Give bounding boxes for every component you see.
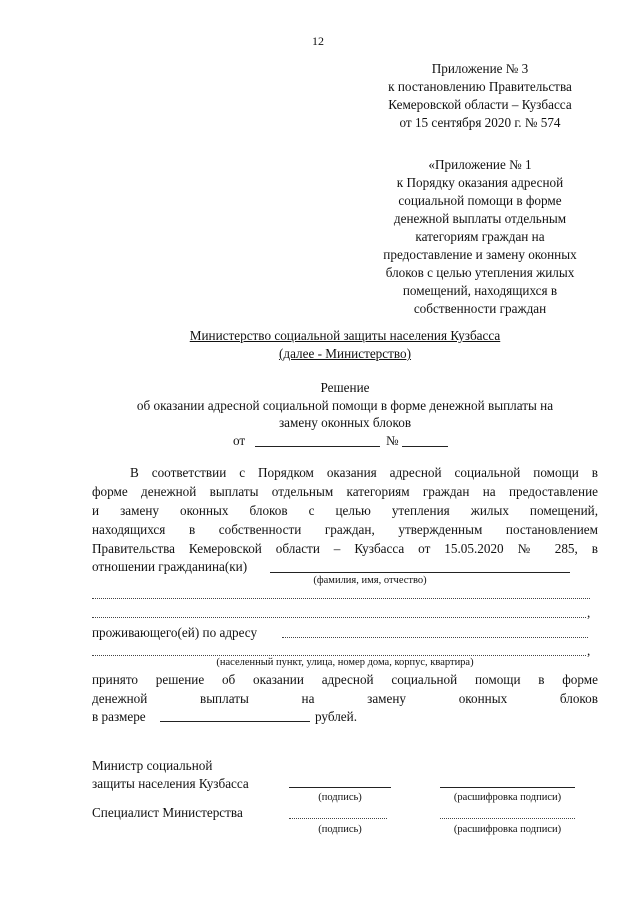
amount-label: в размере — [92, 709, 146, 724]
inner-appendix-line: категориям граждан на — [415, 229, 545, 244]
inner-appendix-line: блоков с целью утепления жилых — [385, 265, 575, 280]
inner-appendix-line: предоставление и замену оконных — [383, 247, 577, 262]
comma: , — [587, 605, 591, 620]
decoding-caption: (расшифровка подписи) — [453, 792, 562, 803]
body-line: находящихся в собственности граждан, утвержденным постановлением — [92, 522, 598, 537]
ministry-name: Министерство социальной защиты населения Кузбасса — [189, 328, 501, 343]
inner-appendix-line: помещений, находящихся в — [402, 283, 558, 298]
ministry-abbrev: (далее - Министерство) — [278, 346, 412, 361]
body-line: и замену оконных блоков с целью утепления жилых помещений, — [92, 503, 598, 518]
specialist-signature-field[interactable] — [289, 818, 387, 819]
appendix-line: Кемеровской области – Кузбасса — [388, 97, 572, 112]
appendix-line: Приложение № 3 — [431, 61, 529, 76]
body-line: Правительства Кемеровской области – Кузбасса от 15.05.2020 № 285, в — [92, 541, 598, 556]
fio-caption: (фамилия, имя, отчество) — [313, 575, 427, 586]
fio-continuation-field[interactable] — [92, 598, 590, 599]
inner-appendix-line: «Приложение № 1 — [428, 157, 532, 172]
comma: , — [587, 643, 591, 658]
body-line: форме денежной выплаты отдельным категориям граждан на предоставление — [92, 484, 598, 499]
inner-appendix-line: к Порядку оказания адресной — [396, 175, 564, 190]
inner-appendix-line: денежной выплаты отдельным — [393, 211, 567, 226]
minister-signature-field[interactable] — [289, 787, 391, 788]
amount-field[interactable] — [160, 721, 310, 722]
address-field[interactable] — [282, 637, 588, 638]
minister-title: Министр социальной — [92, 758, 213, 773]
signature-caption: (подпись) — [318, 792, 362, 803]
date-label: от — [233, 433, 246, 448]
address-label: проживающего(ей) по адресу — [92, 625, 258, 640]
decision-subtitle: замену оконных блоков — [278, 415, 412, 430]
appendix-line: от 15 сентября 2020 г. № 574 — [399, 115, 561, 130]
minister-title: защиты населения Кузбасса — [92, 776, 249, 791]
fio-field[interactable] — [270, 572, 570, 573]
number-field[interactable] — [402, 446, 448, 447]
decision-title: Решение — [320, 380, 370, 395]
specialist-decoding-field[interactable] — [440, 818, 575, 819]
inner-appendix-line: социальной помощи в форме — [398, 193, 562, 208]
signature-caption: (подпись) — [318, 824, 362, 835]
inner-appendix-line: собственности граждан — [413, 301, 547, 316]
body-line: В соответствии с Порядком оказания адресной социальной помощи в — [130, 465, 598, 480]
address-caption: (населенный пункт, улица, номер дома, корпус, квартира) — [216, 657, 474, 668]
appendix-line: к постановлению Правительства — [388, 79, 572, 94]
result-line: принято решение об оказании адресной социальной помощи в форме — [92, 672, 598, 687]
fio-continuation-field[interactable] — [92, 617, 586, 618]
minister-decoding-field[interactable] — [440, 787, 575, 788]
body-line-last: отношении гражданина(ки) — [92, 559, 248, 574]
amount-unit: рублей. — [315, 709, 358, 724]
number-label: № — [386, 433, 399, 448]
decision-subtitle: об оказании адресной социальной помощи в форме денежной выплаты на — [136, 398, 554, 413]
date-field[interactable] — [255, 446, 380, 447]
decoding-caption: (расшифровка подписи) — [453, 824, 562, 835]
page-number: 12 — [312, 34, 324, 48]
result-line: денежной выплаты на замену оконных блоков — [92, 691, 598, 706]
specialist-title: Специалист Министерства — [92, 805, 243, 820]
